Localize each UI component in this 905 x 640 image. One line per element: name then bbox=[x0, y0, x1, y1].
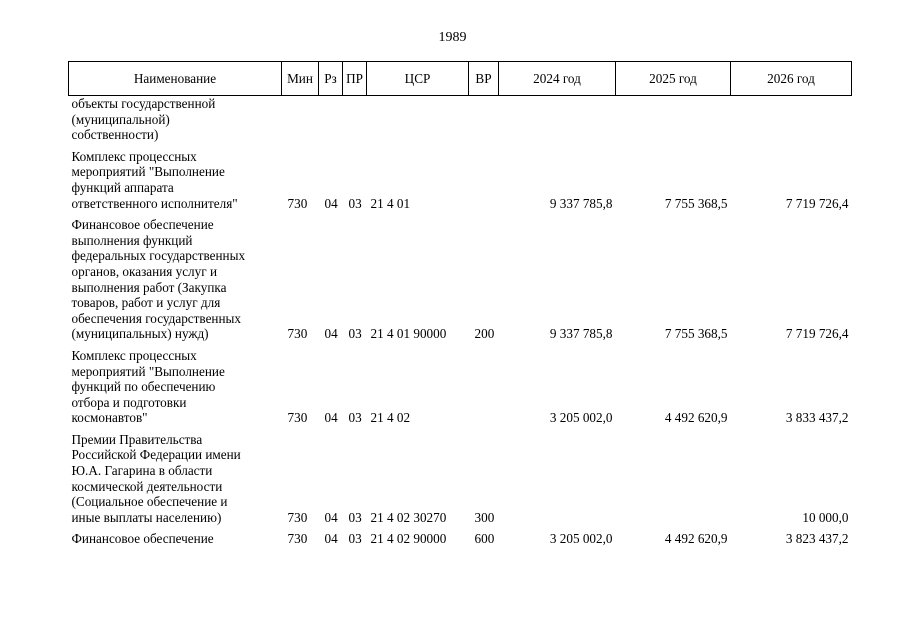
row-name-line: выполнения работ (Закупка bbox=[71, 279, 227, 295]
page-number: 1989 bbox=[438, 30, 467, 45]
row-csr: 21 4 02 30270 bbox=[370, 509, 447, 525]
row-vr bbox=[469, 143, 499, 211]
row-name-line: федеральных государственных bbox=[71, 248, 246, 264]
header-pr: ПР bbox=[343, 62, 367, 96]
table-row bbox=[69, 143, 852, 211]
row-vr: 200 bbox=[474, 326, 495, 342]
row-vr: 300 bbox=[474, 509, 495, 525]
row-min: 730 bbox=[287, 195, 308, 211]
row-name-line: Премии Правительства bbox=[71, 431, 203, 447]
table-row bbox=[69, 342, 852, 426]
header-2025: 2025 год bbox=[616, 62, 731, 96]
row-name-line: (муниципальных) нужд) bbox=[71, 326, 209, 342]
row-2024 bbox=[499, 426, 616, 526]
row-name-line: обеспечения государственных bbox=[71, 310, 241, 326]
row-pr: 03 bbox=[348, 410, 362, 426]
header-min: Мин bbox=[282, 62, 319, 96]
row-name bbox=[69, 96, 282, 143]
row-vr: 600 bbox=[474, 531, 495, 547]
row-name bbox=[69, 143, 282, 211]
row-name-line: (Социальное обеспечение и bbox=[71, 494, 228, 510]
row-2024: 9 337 785,8 bbox=[549, 326, 613, 342]
row-name-line: Финансовое обеспечение bbox=[71, 217, 214, 233]
row-pr: 03 bbox=[348, 195, 362, 211]
row-vr bbox=[469, 342, 499, 426]
row-name-line: иные выплаты населению) bbox=[71, 509, 222, 525]
row-csr bbox=[367, 96, 469, 143]
row-csr: 21 4 02 90000 bbox=[370, 531, 447, 547]
row-name-line: функций аппарата bbox=[71, 179, 174, 195]
row-name-line: ответственного исполнителя" bbox=[71, 195, 238, 211]
row-rz: 04 bbox=[324, 509, 338, 525]
row-2025 bbox=[616, 96, 731, 143]
row-csr: 21 4 01 bbox=[370, 195, 411, 211]
row-name-line: Комплекс процессных bbox=[71, 148, 197, 164]
row-name-line: собственности) bbox=[71, 127, 159, 143]
row-rz: 04 bbox=[324, 410, 338, 426]
row-name-line: функций по обеспечению bbox=[71, 379, 216, 395]
row-2025: 7 755 368,5 bbox=[664, 326, 728, 342]
row-csr: 21 4 01 90000 bbox=[370, 326, 447, 342]
row-name bbox=[69, 211, 282, 342]
row-name-line: Комплекс процессных bbox=[71, 347, 197, 363]
row-2026: 3 833 437,2 bbox=[785, 410, 849, 426]
row-name-line: органов, оказания услуг и bbox=[71, 263, 218, 279]
row-2025: 4 492 620,9 bbox=[664, 410, 728, 426]
row-name-line: космической деятельности bbox=[71, 478, 223, 494]
table-header-row bbox=[69, 62, 852, 96]
row-name-line: мероприятий "Выполнение bbox=[71, 164, 225, 180]
row-2026 bbox=[731, 96, 852, 143]
row-2024: 3 205 002,0 bbox=[549, 531, 613, 547]
row-vr bbox=[469, 96, 499, 143]
row-pr: 03 bbox=[348, 326, 362, 342]
row-pr bbox=[343, 96, 367, 143]
row-name-line: Финансовое обеспечение bbox=[71, 531, 214, 547]
row-rz bbox=[319, 96, 343, 143]
row-name bbox=[69, 525, 282, 547]
row-min bbox=[282, 96, 319, 143]
row-name-line: мероприятий "Выполнение bbox=[71, 363, 225, 379]
table-row bbox=[69, 525, 852, 547]
row-name-line: объекты государственной bbox=[71, 96, 216, 111]
table-row bbox=[69, 211, 852, 342]
row-2026: 3 823 437,2 bbox=[785, 531, 849, 547]
row-pr: 03 bbox=[348, 509, 362, 525]
header-name: Наименование bbox=[69, 62, 282, 96]
row-name-line: выполнения функций bbox=[71, 232, 193, 248]
row-2026: 10 000,0 bbox=[802, 509, 849, 525]
row-csr: 21 4 02 bbox=[370, 410, 411, 426]
row-name-line: (муниципальной) bbox=[71, 111, 170, 127]
row-2024: 9 337 785,8 bbox=[549, 195, 613, 211]
budget-table bbox=[68, 61, 852, 547]
table-row bbox=[69, 96, 852, 143]
row-rz: 04 bbox=[324, 195, 338, 211]
row-rz: 04 bbox=[324, 531, 338, 547]
row-name-line: космонавтов" bbox=[71, 410, 148, 426]
header-csr: ЦСР bbox=[367, 62, 469, 96]
row-2025: 4 492 620,9 bbox=[664, 531, 728, 547]
row-min: 730 bbox=[287, 326, 308, 342]
row-name-line: Российской Федерации имени bbox=[71, 447, 241, 463]
row-2025 bbox=[616, 426, 731, 526]
row-name bbox=[69, 426, 282, 526]
row-name bbox=[69, 342, 282, 426]
row-name-line: товаров, работ и услуг для bbox=[71, 295, 221, 311]
row-name-line: Ю.А. Гагарина в области bbox=[71, 463, 213, 479]
row-rz: 04 bbox=[324, 326, 338, 342]
row-2025: 7 755 368,5 bbox=[664, 195, 728, 211]
row-2024: 3 205 002,0 bbox=[549, 410, 613, 426]
header-2024: 2024 год bbox=[499, 62, 616, 96]
row-2024 bbox=[499, 96, 616, 143]
row-min: 730 bbox=[287, 410, 308, 426]
header-vr: ВР bbox=[469, 62, 499, 96]
header-2026: 2026 год bbox=[731, 62, 852, 96]
row-name-line: отбора и подготовки bbox=[71, 394, 187, 410]
header-rz: Рз bbox=[319, 62, 343, 96]
row-min: 730 bbox=[287, 509, 308, 525]
row-pr: 03 bbox=[348, 531, 362, 547]
row-2026: 7 719 726,4 bbox=[785, 195, 849, 211]
row-min: 730 bbox=[287, 531, 308, 547]
table-row bbox=[69, 426, 852, 526]
row-2026: 7 719 726,4 bbox=[785, 326, 849, 342]
